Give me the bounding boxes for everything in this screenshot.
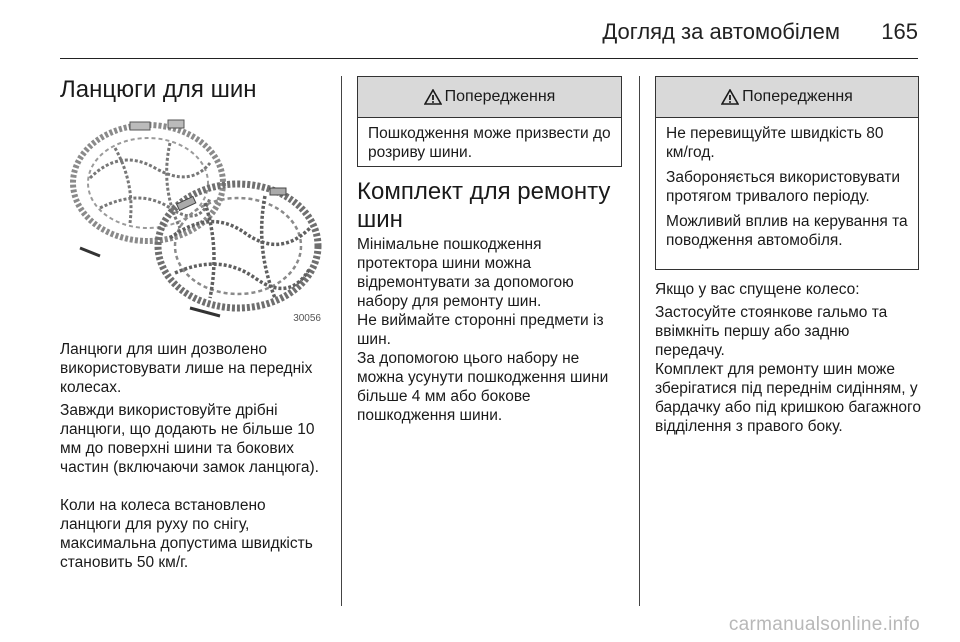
tire-chains-drawing — [60, 108, 325, 326]
warning-triangle-icon — [424, 89, 442, 105]
warning-text: Пошкодження може призвести до розриву шини. — [368, 125, 611, 161]
column-divider — [639, 76, 640, 606]
page-header — [60, 0, 918, 59]
watermark: carmanualsonline.info — [728, 614, 920, 635]
paragraph: За допомогою цього набору не можна усунути пошкодження шини більше 4 мм або бокове пошкодження шини. — [357, 350, 609, 424]
page-number: 165 — [881, 19, 918, 44]
warning-header — [358, 77, 621, 118]
paragraph: Ланцюги для шин дозволено використовувати лише на передніх колесах. — [60, 341, 313, 396]
header-title: Догляд за автомобілем — [602, 19, 840, 44]
paragraph: Якщо у вас спущене колесо: — [655, 281, 860, 298]
figure-number: 30056 — [293, 313, 321, 324]
warning-text: Забороняється використовувати протягом тривалого періоду. — [666, 169, 900, 205]
paragraph: Мінімальне пошкодження протектора шини можна відремонтувати за допомогою набору для ремонту шин. — [357, 236, 574, 310]
paragraph: Застосуйте стоянкове гальмо та ввімкніть першу або задню передачу. — [655, 304, 888, 359]
section-heading-repair-kit: Комплект для ремонту шин — [357, 178, 611, 233]
warning-text: Можливий вплив на керування та поводження автомобіля. — [666, 213, 908, 249]
tire-chains-illustration — [60, 108, 325, 326]
warning-title: Попередження — [742, 88, 853, 105]
warning-triangle-icon — [721, 89, 739, 105]
warning-header — [656, 77, 918, 118]
warning-text: Не перевищуйте швидкість 80 км/год. — [666, 125, 884, 161]
paragraph: Коли на колеса встановлено ланцюги для руху по снігу, максимальна допустима швидкість становить 50 км/г. — [60, 497, 313, 571]
column-divider — [341, 76, 342, 606]
paragraph: Завжди використовуйте дрібні ланцюги, що додають не більше 10 мм до поверхні шини та бокових частин (включаючи замок ланцюга). — [60, 402, 319, 476]
paragraph: Не виймайте сторонні предмети із шин. — [357, 312, 604, 348]
warning-title: Попередження — [444, 88, 556, 105]
section-heading-tire-chains: Ланцюги для шин — [60, 76, 257, 103]
warning-box — [357, 76, 622, 167]
paragraph: Комплект для ремонту шин може зберігатися під переднім сидінням, у бардачку або під кришкою багажного відділення з правого боку. — [655, 361, 921, 435]
warning-box — [655, 76, 919, 270]
